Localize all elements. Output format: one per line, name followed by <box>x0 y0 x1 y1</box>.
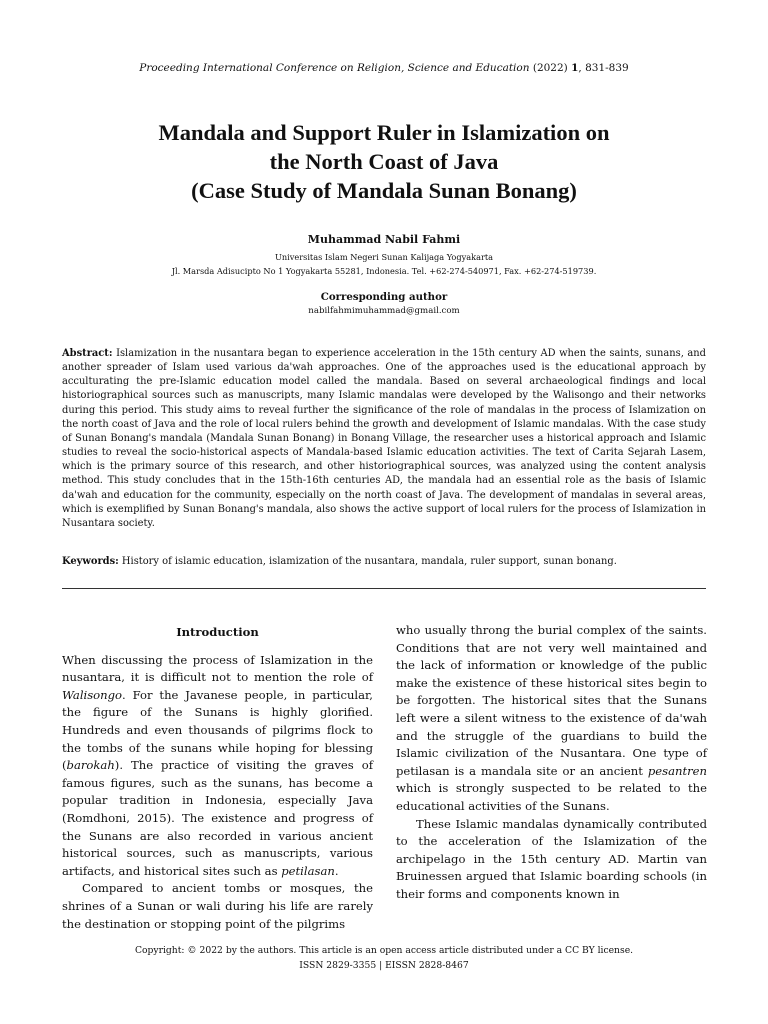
term-barokah: barokah <box>66 758 115 773</box>
journal-pages: , 831-839 <box>578 62 629 74</box>
keywords-label: Keywords: <box>62 556 119 567</box>
author-affiliation-block <box>0 250 768 278</box>
term-petilasan: petilasan <box>281 863 335 878</box>
paragraph-2: Compared to ancient tombs or mosques, the shrines of a Sunan or wali during his life are rarely the destination or stopping point of the pilgrims <box>62 881 373 931</box>
footer-copyright: Copyright: © 2022 by the authors. This article is an open access article distributed under a CC BY license. <box>134 945 634 956</box>
section-heading-introduction: Introduction <box>176 625 259 639</box>
corresponding-author-email: nabilfahmimuhammad@gmail.com <box>308 306 460 316</box>
left-column <box>62 624 373 933</box>
page-footer <box>0 943 768 973</box>
footer-issn: ISSN 2829-3355 | EISSN 2828-8467 <box>299 960 469 971</box>
journal-volume: 1 <box>571 62 579 74</box>
paragraph-1 <box>62 652 373 881</box>
section-divider <box>62 588 706 589</box>
journal-year: (2022) <box>532 62 568 74</box>
term-walisongo: Walisongo <box>62 687 123 702</box>
abstract-text: Islamization in the nusantara began to experience acceleration in the 15th century AD when the saints, sunans, and another spreader of Islam used various da'wah approaches. One of the approaches used is the educational approach by acculturating the pre-Islamic education model called the mandala. Based on several archaeological findings and local historiographical sources such as manuscripts, many Islamic mandalas were developed by the Walisongo and their networks during this period. This study aims to reveal further the significance of the role of mandalas in the process of Islamization on the north coast of Java and the role of local rulers behind the growth and development of Islamic mandalas. With the case study of Sunan Bonang's mandala (Mandala Sunan Bonang) in Bonang Village, the researcher uses a historical approach and Islamic studies to reveal the socio-historical aspects of Mandala-based Islamic education activities. The text of Carita Sejarah Lasem, which is the primary source of this research, and other historiographical sources, was analyzed using the content analysis method. This study concludes that in the 15th-16th centuries AD, the mandala had an essential role as the basis of Islamic da'wah and education for the community, especially on the north coast of Java. The development of mandalas in several areas, which is exemplified by Sunan Bonang's mandala, also shows the active support of local rulers for the process of Islamization in Nusantara society. <box>62 348 706 529</box>
right-column <box>396 622 707 904</box>
author-affiliation: Universitas Islam Negeri Sunan Kalijaga Yogyakarta <box>274 252 494 262</box>
title-line-2: the North Coast of Java <box>269 149 499 174</box>
keywords <box>62 555 706 569</box>
author-address: Jl. Marsda Adisucipto No 1 Yogyakarta 55281, Indonesia. Tel. +62-274-540971, Fax. +62-274-519739. <box>171 266 597 276</box>
paragraph-1-text-b: . For the Javanese people, in particular, the figure of the Sunans is highly glorified. Hundreds and even thousands of pilgrims flock to the tombs of the sunans while hoping for blessing ( <box>62 687 373 773</box>
paragraph-1-text-c: ). The practice of visiting the graves of famous figures, such as the sunans, has become a popular tradition in Indonesia, especially Java (Romdhoni, 2015). The existence and progress of the Sunans are also recorded in various ancient historical sources, such as manuscripts, various artifacts, and historical sites such as <box>62 758 373 878</box>
journal-header <box>0 62 768 74</box>
paragraph-3-text-a: who usually throng the burial complex of the saints. Conditions that are not very well maintained and the lack of information or knowledge of the public make the existence of these historical sites begin to be forgotten. The historical sites that the Sunans left were a silent witness to the existence of da'wah and the struggle of the guardians to build the Islamic civilization of the Nusantara. One type of petilasan is a mandala site or an ancient <box>396 623 707 778</box>
paragraph-3 <box>396 622 707 816</box>
paragraph-3-text-b: which is strongly suspected to be related to the educational activities of the Sunans. <box>396 781 707 813</box>
paragraph-1-text-d: . <box>334 863 339 878</box>
author-name: Muhammad Nabil Fahmi <box>307 233 461 246</box>
abstract-label: Abstract: <box>62 348 113 359</box>
paragraph-1-text-a: When discussing the process of Islamization in the nusantara, it is difficult not to mention the role of <box>62 652 373 685</box>
keywords-text: History of islamic education, islamization of the nusantara, mandala, ruler support, sunan bonang. <box>118 556 617 567</box>
title-line-1: Mandala and Support Ruler in Islamization on <box>158 120 610 145</box>
title-line-3: (Case Study of Mandala Sunan Bonang) <box>191 178 577 203</box>
journal-name: Proceeding International Conference on Religion, Science and Education <box>139 62 530 74</box>
paper-title <box>60 118 708 205</box>
paragraph-4: These Islamic mandalas dynamically contributed to the acceleration of the Islamization of the archipelago in the 15th century AD. Martin van Bruinessen argued that Islamic boarding schools (in their forms and components known in <box>396 816 707 901</box>
corresponding-author-label: Corresponding author <box>320 291 448 303</box>
term-pesantren: pesantren <box>647 763 707 778</box>
abstract <box>62 347 706 531</box>
